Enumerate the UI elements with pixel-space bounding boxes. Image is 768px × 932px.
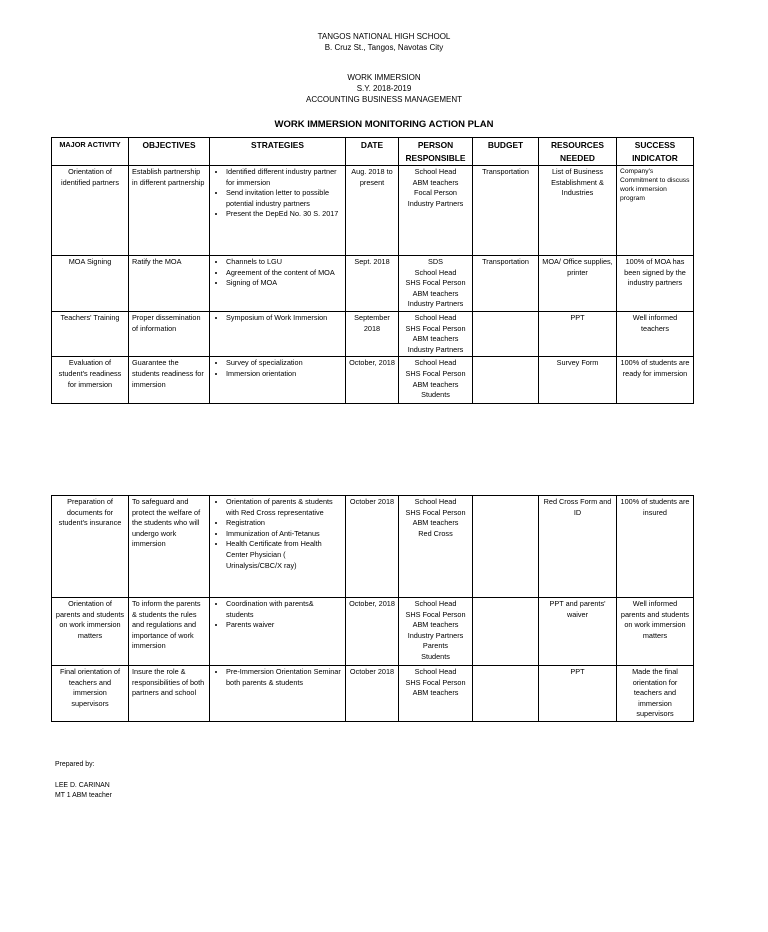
school-name: TANGOS NATIONAL HIGH SCHOOL	[317, 32, 451, 41]
persons-cell: SDS School Head SHS Focal Person ABM teachers Industry Partners	[399, 256, 473, 312]
resources-cell: Survey Form	[539, 357, 617, 404]
strategy-item: • Pre-Immersion Orientation Seminar both parents & students	[226, 667, 342, 688]
objectives-cell: To inform the parents & students the rules and regulations and importance of work immersion	[129, 598, 210, 666]
budget-cell	[473, 666, 539, 722]
strategy-item: • Signing of MOA	[226, 278, 342, 289]
table-row	[52, 357, 694, 404]
signatory-position: MT 1 ABM teacher	[55, 791, 112, 799]
school-header	[0, 31, 768, 53]
resources-cell: MOA/ Office supplies, printer	[539, 256, 617, 312]
strategies-cell	[210, 357, 346, 404]
strategy-item: • Registration	[226, 518, 342, 529]
strategy-item: • Symposium of Work Immersion	[226, 313, 342, 324]
strategy-item: • Parents waiver	[226, 620, 342, 631]
strategies-cell	[210, 496, 346, 598]
action-plan-table-1	[51, 137, 694, 404]
strand-name: ACCOUNTING BUSINESS MANAGEMENT	[305, 95, 462, 104]
strategy-item: • Survey of specialization	[226, 358, 342, 369]
date-cell: October 2018	[346, 666, 399, 722]
resources-cell: Red Cross Form and ID	[539, 496, 617, 598]
table-row	[52, 496, 694, 598]
strategy-item: • Present the DepEd No. 30 S. 2017	[226, 209, 342, 220]
table-row	[52, 256, 694, 312]
program-name: WORK IMMERSION	[347, 73, 421, 82]
indicator-cell: Well informed parents and students on work immersion matters	[617, 598, 694, 666]
school-address: B. Cruz St., Tangos, Navotas City	[324, 43, 444, 52]
col-resources-needed: RESOURCES NEEDED	[539, 138, 617, 166]
activity-cell: Final orientation of teachers and immersion supervisors	[52, 666, 129, 722]
strategy-item: • Immunization of Anti-Tetanus	[226, 529, 342, 540]
signatory	[55, 781, 112, 800]
action-plan-table-2	[51, 495, 694, 722]
col-success-indicator: SUCCESS INDICATOR	[617, 138, 694, 166]
budget-cell	[473, 496, 539, 598]
budget-cell	[473, 598, 539, 666]
strategy-item: • Immersion orientation	[226, 369, 342, 380]
objectives-cell: To safeguard and protect the welfare of the students who will undergo work immersion	[129, 496, 210, 598]
strategies-list	[213, 667, 342, 688]
date-cell: October, 2018	[346, 598, 399, 666]
budget-cell: Transportation	[473, 256, 539, 312]
strategy-item: • Channels to LGU	[226, 257, 342, 268]
prepared-by-label: Prepared by:	[55, 761, 95, 768]
activity-cell: Evaluation of student's readiness for immersion	[52, 357, 129, 404]
activity-cell: Orientation of identified partners	[52, 166, 129, 256]
strategy-item: • Coordination with parents& students	[226, 599, 342, 620]
objectives-cell: Insure the role & responsibilities of both partners and school	[129, 666, 210, 722]
date-cell: September 2018	[346, 312, 399, 357]
persons-cell: School Head SHS Focal Person ABM teachers Red Cross	[399, 496, 473, 598]
budget-cell	[473, 357, 539, 404]
activity-cell: Orientation of parents and students on work immersion matters	[52, 598, 129, 666]
persons-cell: School Head SHS Focal Person ABM teachers Industry Partners Parents Students	[399, 598, 473, 666]
strategies-list	[213, 313, 342, 324]
strategy-item: • Identified different industry partner for immersion	[226, 167, 342, 188]
strategies-list	[213, 167, 342, 220]
strategies-cell	[210, 312, 346, 357]
indicator-cell: Company's Commitment to discuss work immersion program	[617, 166, 694, 256]
table-row	[52, 598, 694, 666]
activity-cell: MOA Signing	[52, 256, 129, 312]
school-year: S.Y. 2018-2019	[356, 84, 412, 93]
strategies-cell	[210, 166, 346, 256]
resources-cell: PPT	[539, 666, 617, 722]
strategies-cell	[210, 256, 346, 312]
indicator-cell: 100% of students are insured	[617, 496, 694, 598]
activity-cell: Preparation of documents for student's insurance	[52, 496, 129, 598]
strategy-item: • Agreement of the content of MOA	[226, 268, 342, 279]
strategy-item: • Health Certificate from Health Center Physician ( Urinalysis/CBC/X ray)	[226, 539, 342, 571]
header-row	[52, 138, 694, 166]
signatory-name: LEE D. CARINAN	[55, 782, 110, 789]
resources-cell: PPT	[539, 312, 617, 357]
date-cell: October, 2018	[346, 357, 399, 404]
col-person-responsible: PERSON RESPONSIBLE	[399, 138, 473, 166]
objectives-cell: Guarantee the students readiness for immersion	[129, 357, 210, 404]
table-row	[52, 166, 694, 256]
col-major-activity: MAJOR ACTIVITY	[52, 138, 129, 166]
objectives-cell: Proper dissemination of information	[129, 312, 210, 357]
indicator-cell: 100% of MOA has been signed by the industry partners	[617, 256, 694, 312]
col-date: DATE	[346, 138, 399, 166]
col-strategies: STRATEGIES	[210, 138, 346, 166]
persons-cell: School Head SHS Focal Person ABM teachers	[399, 666, 473, 722]
program-header	[0, 72, 768, 105]
persons-cell: School Head SHS Focal Person ABM teachers Industry Partners	[399, 312, 473, 357]
strategies-cell	[210, 666, 346, 722]
objectives-cell: Ratify the MOA	[129, 256, 210, 312]
strategies-list	[213, 497, 342, 571]
date-cell: Sept. 2018	[346, 256, 399, 312]
col-objectives: OBJECTIVES	[129, 138, 210, 166]
col-budget: BUDGET	[473, 138, 539, 166]
strategies-list	[213, 358, 342, 379]
budget-cell: Transportation	[473, 166, 539, 256]
table-row	[52, 312, 694, 357]
strategy-item: • Send invitation letter to possible potential industry partners	[226, 188, 342, 209]
budget-cell	[473, 312, 539, 357]
page-title: WORK IMMERSION MONITORING ACTION PLAN	[274, 119, 494, 130]
date-cell: October 2018	[346, 496, 399, 598]
date-cell: Aug. 2018 to present	[346, 166, 399, 256]
strategies-list	[213, 257, 342, 289]
resources-cell: PPT and parents' waiver	[539, 598, 617, 666]
objectives-cell: Establish partnership in different partnership	[129, 166, 210, 256]
resources-cell: List of Business Establishment & Industries	[539, 166, 617, 256]
indicator-cell: Made the final orientation for teachers and immersion supervisors	[617, 666, 694, 722]
activity-cell: Teachers' Training	[52, 312, 129, 357]
table-row	[52, 666, 694, 722]
strategies-cell	[210, 598, 346, 666]
persons-cell: School Head ABM teachers Focal Person Industry Partners	[399, 166, 473, 256]
strategy-item: • Orientation of parents & students with Red Cross representative	[226, 497, 342, 518]
indicator-cell: 100% of students are ready for immersion	[617, 357, 694, 404]
strategies-list	[213, 599, 342, 631]
indicator-cell: Well informed teachers	[617, 312, 694, 357]
persons-cell: School Head SHS Focal Person ABM teachers Students	[399, 357, 473, 404]
